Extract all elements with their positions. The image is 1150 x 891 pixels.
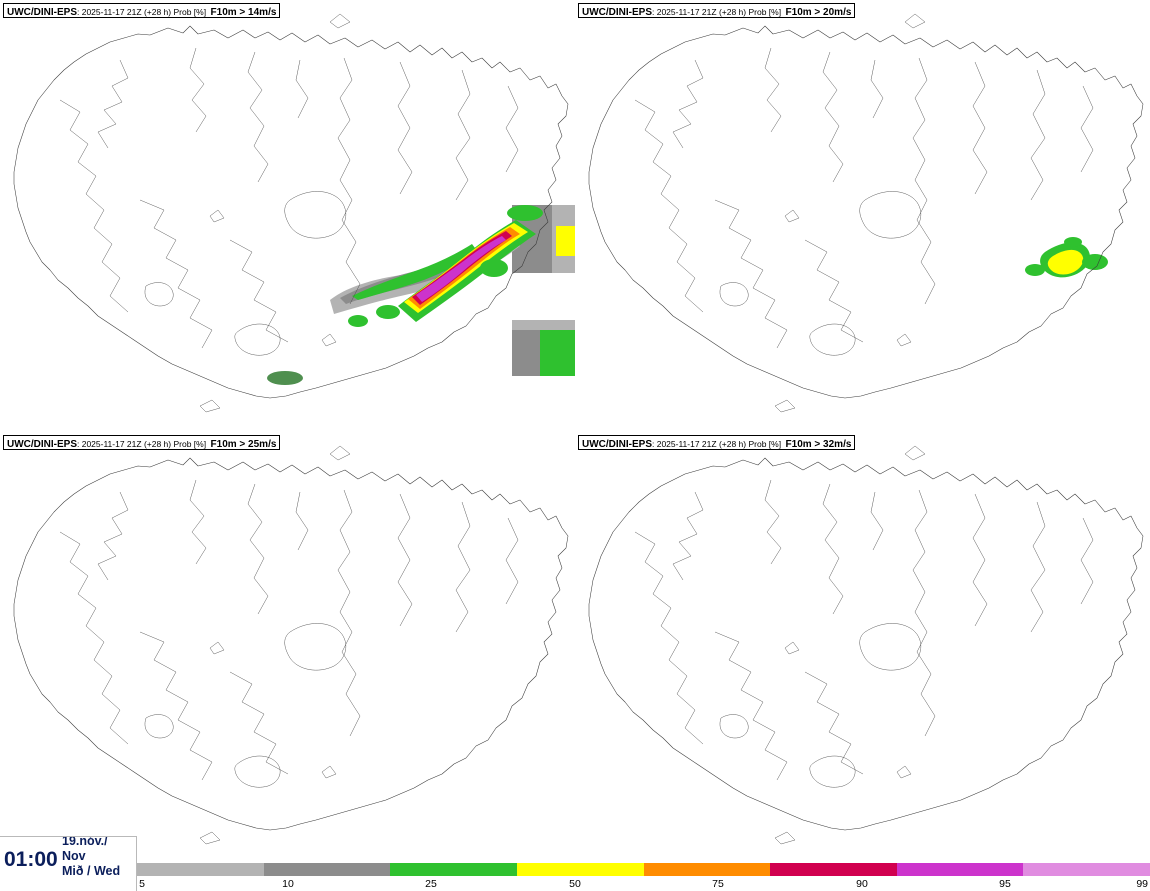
coastline-4	[589, 446, 1143, 844]
panel-param-3: F10m > 25m/s	[210, 439, 277, 450]
valid-date-line1: 19.nóv./	[62, 836, 108, 848]
colorbar-segment-99-100	[1023, 863, 1150, 876]
panel-param-1: F10m > 14m/s	[210, 7, 277, 18]
colorbar-tick-10: 10	[282, 878, 294, 890]
coastline-3	[14, 446, 568, 844]
valid-time-date	[62, 837, 120, 879]
map-panel-3[interactable]	[0, 432, 575, 864]
panel-meta-3: : 2025-11-17 21Z (+28 h) Prob [%]	[77, 439, 207, 449]
colorbar-segment-75-90	[644, 863, 771, 876]
panel-param-2: F10m > 20m/s	[785, 7, 852, 18]
colorbar-tick-50: 50	[569, 878, 581, 890]
colorbar-tick-labels	[0, 877, 1150, 891]
colorbar[interactable]	[137, 863, 1150, 876]
coastline-2	[589, 14, 1143, 412]
panel-meta-1: : 2025-11-17 21Z (+28 h) Prob [%]	[77, 7, 207, 17]
colorbar-segment-50-75	[517, 863, 644, 876]
panel-model-1: UWC/DINI-EPS	[7, 7, 77, 18]
panel-title-4	[578, 435, 855, 450]
panel-param-4: F10m > 32m/s	[785, 439, 852, 450]
panel-title-2	[578, 3, 855, 18]
panel-title-3	[3, 435, 280, 450]
colorbar-tick-99: 99	[1136, 878, 1148, 890]
colorbar-segment-90-95	[770, 863, 897, 876]
map-canvas-2	[575, 0, 1150, 432]
map-panel-4[interactable]	[575, 432, 1150, 864]
colorbar-tick-5: 5	[139, 878, 145, 890]
colorbar-segment-5-10	[137, 863, 264, 876]
colorbar-tick-95: 95	[999, 878, 1011, 890]
panel-model-4: UWC/DINI-EPS	[582, 439, 652, 450]
colorbar-tick-75: 75	[712, 878, 724, 890]
panel-model-2: UWC/DINI-EPS	[582, 7, 652, 18]
valid-time-box	[0, 836, 137, 891]
colorbar-segment-25-50	[390, 863, 517, 876]
valid-date-line2: Nov	[62, 849, 86, 863]
colorbar-tick-90: 90	[856, 878, 868, 890]
panel-title-1	[3, 3, 280, 18]
map-panel-2[interactable]	[575, 0, 1150, 432]
panel-model-3: UWC/DINI-EPS	[7, 439, 77, 450]
panel-meta-2: : 2025-11-17 21Z (+28 h) Prob [%]	[652, 7, 782, 17]
colorbar-legend	[0, 855, 1150, 891]
valid-date-line3: Mið / Wed	[62, 864, 121, 878]
panel-meta-4: : 2025-11-17 21Z (+28 h) Prob [%]	[652, 439, 782, 449]
valid-time-clock: 01:00	[4, 848, 58, 871]
colorbar-segment-10-25	[264, 863, 391, 876]
map-panel-1[interactable]	[0, 0, 575, 432]
map-canvas-3	[0, 432, 575, 864]
colorbar-tick-25: 25	[425, 878, 437, 890]
coastline-1	[14, 14, 568, 412]
probability-shading-1	[267, 205, 575, 385]
map-canvas-4	[575, 432, 1150, 864]
probability-shading-2	[1025, 237, 1108, 277]
map-canvas-1	[0, 0, 575, 432]
colorbar-segment-95-99	[897, 863, 1024, 876]
